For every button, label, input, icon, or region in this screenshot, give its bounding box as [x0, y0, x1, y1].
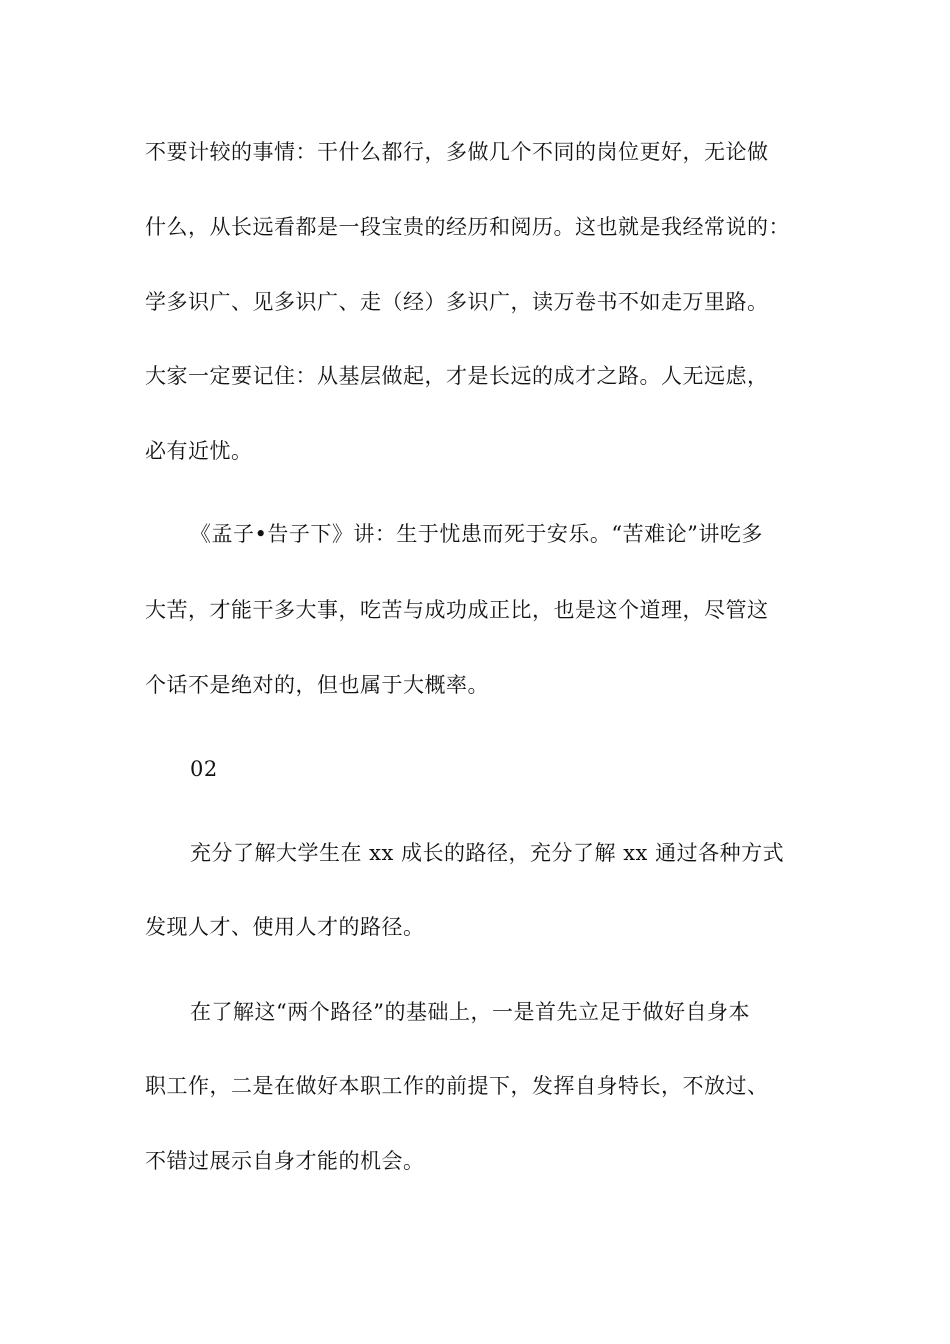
paragraph-line: 在了解这“两个路径”的基础上，一是首先立足于做好自身本	[190, 1000, 750, 1024]
paragraph-line: 发现人才、使用人才的路径。	[145, 915, 425, 939]
paragraph-line: 学多识广、见多识广、走（经）多识广，读万卷书不如走万里路。	[145, 290, 769, 314]
paragraph-line: 不要计较的事情：干什么都行，多做几个不同的岗位更好，无论做	[145, 140, 769, 164]
paragraph-line: 充分了解大学生在 xx 成长的路径，充分了解 xx 通过各种方式	[190, 841, 785, 865]
section-number: 02	[190, 757, 218, 781]
paragraph-line: 必有近忧。	[145, 439, 253, 463]
paragraph-line: 个话不是绝对的，但也属于大概率。	[145, 673, 489, 697]
paragraph-line: 不错过展示自身才能的机会。	[145, 1149, 425, 1173]
paragraph-line: 大苦，才能干多大事，吃苦与成功成正比，也是这个道理，尽管这	[145, 598, 769, 622]
paragraph-line: 什么，从长远看都是一段宝贵的经历和阅历。这也就是我经常说的：	[145, 215, 790, 239]
paragraph-line: 职工作，二是在做好本职工作的前提下，发挥自身特长，不放过、	[145, 1074, 769, 1098]
paragraph-line: 《孟子•告子下》讲：生于忧患而死于安乐。“苦难论”讲吃多	[190, 522, 763, 546]
paragraph-line: 大家一定要记住：从基层做起，才是长远的成才之路。人无远虑，	[145, 364, 769, 388]
